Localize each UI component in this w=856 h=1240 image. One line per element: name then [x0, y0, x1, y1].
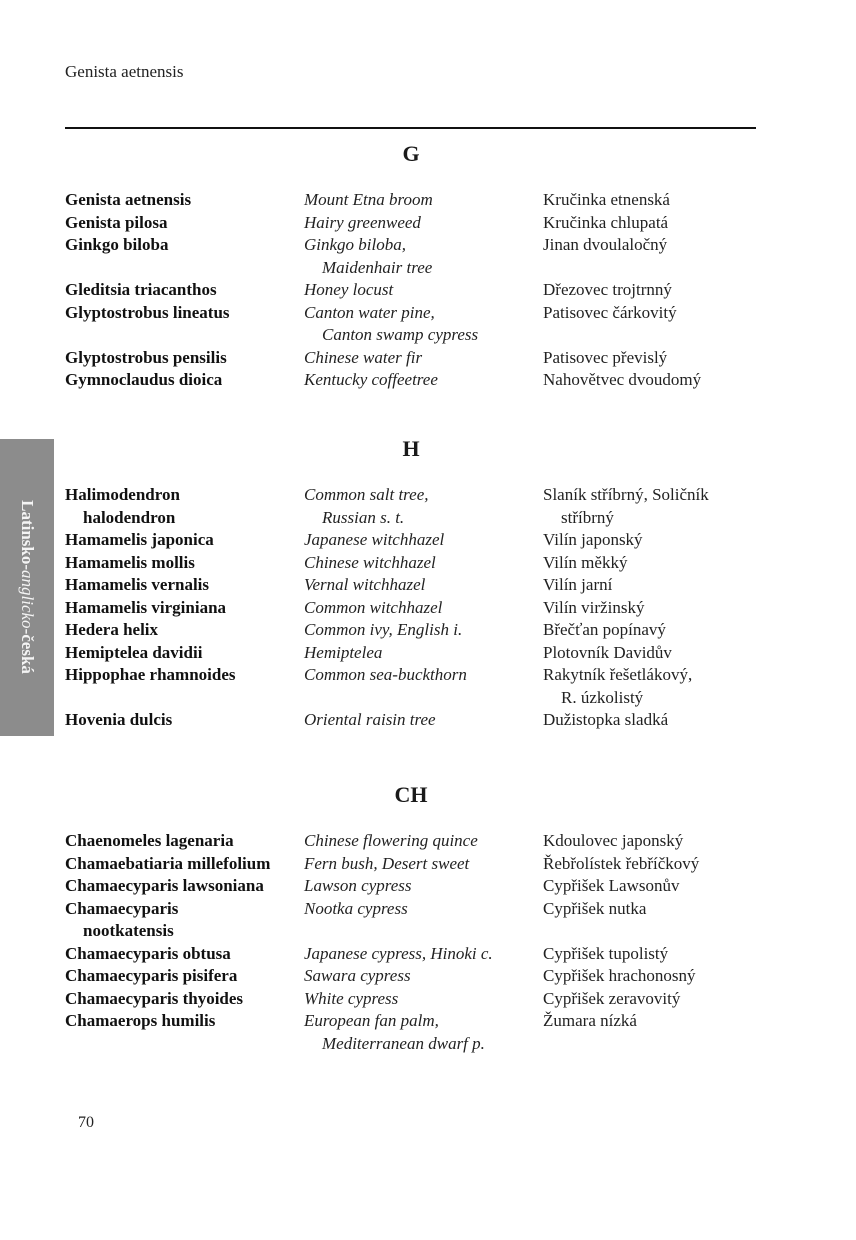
czech-name-cell: [543, 709, 765, 732]
czech-name-cell: [543, 853, 765, 876]
latin-name: Hovenia dulcis: [65, 710, 173, 729]
english-name: Common salt tree,: [304, 485, 429, 504]
latin-name: halodendron: [83, 507, 176, 527]
entry-row: [65, 552, 765, 575]
latin-name: Hippophae rhamnoides: [65, 665, 236, 684]
entry-row: [65, 529, 765, 552]
entry-row: [65, 875, 765, 898]
latin-name-cell: [65, 212, 304, 235]
english-name-cell: [304, 664, 543, 709]
czech-name: Žumara nízká: [543, 1011, 637, 1030]
english-name: Canton swamp cypress: [322, 325, 479, 344]
latin-name-cell: [65, 875, 304, 898]
latin-name-cell: [65, 619, 304, 642]
english-name-cell: [304, 529, 543, 552]
czech-name-cell: [543, 369, 765, 392]
english-name: Mount Etna broom: [304, 190, 433, 209]
english-name-cell: [304, 597, 543, 620]
english-name: Common sea-buckthorn: [304, 665, 467, 684]
czech-name: Kdoulovec japonský: [543, 831, 684, 850]
czech-name: Vilín viržinský: [543, 597, 645, 617]
english-name: Sawara cypress: [304, 966, 411, 985]
czech-name: Dřezovec trojtrnný: [543, 280, 672, 299]
latin-name: Hamamelis virginiana: [65, 597, 227, 617]
english-name: European fan palm,: [304, 1011, 439, 1030]
czech-name: Dužistopka sladká: [543, 710, 669, 729]
latin-name: Hemiptelea davidii: [65, 642, 203, 662]
czech-name: R. úzkolistý: [561, 687, 644, 707]
latin-name-cell: [65, 369, 304, 392]
side-tab-part3: -česká: [18, 628, 37, 674]
entry-row: [65, 597, 765, 620]
latin-name: Halimodendron: [65, 485, 180, 504]
czech-name: stříbrný: [561, 507, 614, 527]
english-name: Nootka cypress: [304, 898, 408, 918]
latin-name-cell: [65, 189, 304, 212]
czech-name: Cypřišek tupolistý: [543, 943, 669, 963]
latin-name: Hedera helix: [65, 620, 159, 639]
czech-name: Vilín měkký: [543, 552, 628, 572]
latin-name: Chamaecyparis: [65, 898, 179, 918]
czech-name-cell: [543, 529, 765, 552]
czech-name-cell: [543, 279, 765, 302]
latin-name: Genista aetnensis: [65, 190, 192, 209]
english-name: Honey locust: [304, 280, 394, 299]
latin-name-cell: [65, 552, 304, 575]
english-name: Fern bush, Desert sweet: [304, 853, 470, 873]
english-name-cell: [304, 988, 543, 1011]
czech-name: Patisovec čárkovitý: [543, 302, 677, 322]
section-letter-g: G: [402, 141, 420, 166]
latin-name-cell: [65, 302, 304, 347]
latin-name: Chamaecyparis thyoides: [65, 988, 244, 1008]
header-rule: [65, 127, 756, 129]
czech-name: Nahovětvec dvoudomý: [543, 370, 702, 389]
english-name-cell: [304, 234, 543, 279]
czech-name: Řebřolístek řebříčkový: [543, 853, 700, 873]
english-name-cell: [304, 574, 543, 597]
side-tab-part2: anglicko: [18, 570, 37, 629]
latin-name: Chamaecyparis pisifera: [65, 966, 238, 985]
czech-name: Jinan dvoulaločný: [543, 235, 668, 254]
entries-h: [65, 484, 765, 732]
czech-name-cell: [543, 943, 765, 966]
latin-name: Glyptostrobus lineatus: [65, 302, 230, 322]
czech-name-cell: [543, 898, 765, 943]
latin-name: Hamamelis japonica: [65, 530, 214, 549]
latin-name: nootkatensis: [83, 921, 174, 940]
entry-row: [65, 965, 765, 988]
czech-name-cell: [543, 988, 765, 1011]
entry-row: [65, 302, 765, 347]
english-name-cell: [304, 212, 543, 235]
czech-name-cell: [543, 302, 765, 347]
czech-name-cell: [543, 189, 765, 212]
entry-row: [65, 853, 765, 876]
english-name-cell: [304, 898, 543, 943]
czech-name-cell: [543, 484, 765, 529]
english-name: Japanese cypress, Hinoki c.: [304, 943, 493, 963]
english-name: Kentucky coffeetree: [304, 370, 438, 389]
czech-name: Kručinka chlupatá: [543, 212, 669, 232]
czech-name-cell: [543, 574, 765, 597]
latin-name-cell: [65, 988, 304, 1011]
entry-row: [65, 830, 765, 853]
english-name: Chinese witchhazel: [304, 552, 436, 572]
english-name-cell: [304, 943, 543, 966]
entry-row: [65, 619, 765, 642]
czech-name-cell: [543, 347, 765, 370]
english-name: Maidenhair tree: [322, 257, 433, 277]
latin-name: Gymnoclaudus dioica: [65, 370, 223, 389]
latin-name: Chamaecyparis obtusa: [65, 943, 231, 963]
side-tab: [0, 439, 54, 736]
english-name-cell: [304, 484, 543, 529]
czech-name-cell: [543, 830, 765, 853]
english-name: Common ivy, English i.: [304, 620, 463, 639]
latin-name-cell: [65, 965, 304, 988]
czech-name: Plotovník Davidův: [543, 642, 672, 662]
english-name-cell: [304, 965, 543, 988]
latin-name: Hamamelis mollis: [65, 552, 195, 572]
entry-row: [65, 709, 765, 732]
english-name: Oriental raisin tree: [304, 710, 436, 729]
czech-name: Cypřišek zeravovitý: [543, 988, 681, 1008]
english-name-cell: [304, 709, 543, 732]
side-tab-part1: Latinsko-: [18, 500, 37, 571]
czech-name-cell: [543, 619, 765, 642]
czech-name-cell: [543, 642, 765, 665]
page-number: 70: [78, 1114, 94, 1131]
entry-row: [65, 279, 765, 302]
latin-name-cell: [65, 234, 304, 279]
czech-name: Vilín jarní: [543, 575, 613, 594]
czech-name-cell: [543, 664, 765, 709]
czech-name-cell: [543, 875, 765, 898]
entry-row: [65, 988, 765, 1011]
entry-row: [65, 642, 765, 665]
czech-name-cell: [543, 552, 765, 575]
latin-name-cell: [65, 529, 304, 552]
english-name: Russian s. t.: [322, 507, 405, 527]
english-name-cell: [304, 552, 543, 575]
latin-name: Gleditsia triacanthos: [65, 280, 217, 299]
latin-name: Chaenomeles lagenaria: [65, 831, 234, 850]
section-letter-h: H: [402, 436, 420, 461]
entry-row: [65, 369, 765, 392]
czech-name: Slaník stříbrný, Soličník: [543, 485, 709, 504]
english-name: Japanese witchhazel: [304, 530, 445, 549]
latin-name-cell: [65, 484, 304, 529]
latin-name: Chamaebatiaria millefolium: [65, 853, 271, 873]
entries-ch: [65, 830, 765, 1055]
latin-name-cell: [65, 1010, 304, 1055]
latin-name-cell: [65, 898, 304, 943]
entry-row: [65, 664, 765, 709]
entry-row: [65, 943, 765, 966]
english-name-cell: [304, 302, 543, 347]
english-name: Vernal witchhazel: [304, 575, 426, 594]
czech-name-cell: [543, 234, 765, 279]
english-name-cell: [304, 642, 543, 665]
czech-name: Patisovec převislý: [543, 347, 668, 367]
latin-name-cell: [65, 853, 304, 876]
latin-name: Chamaecyparis lawsoniana: [65, 876, 264, 895]
latin-name: Genista pilosa: [65, 212, 168, 232]
czech-name: Cypřišek nutka: [543, 898, 647, 918]
latin-name: Ginkgo biloba: [65, 235, 169, 254]
english-name: Chinese water fir: [304, 347, 423, 367]
latin-name: Hamamelis vernalis: [65, 575, 210, 594]
entry-row: [65, 234, 765, 279]
english-name-cell: [304, 189, 543, 212]
czech-name: Cypřišek Lawsonův: [543, 876, 680, 895]
english-name: Mediterranean dwarf p.: [322, 1033, 485, 1053]
english-name: Lawson cypress: [304, 876, 412, 895]
czech-name-cell: [543, 965, 765, 988]
entry-row: [65, 212, 765, 235]
entry-row: [65, 189, 765, 212]
czech-name: Vilín japonský: [543, 530, 643, 549]
czech-name-cell: [543, 597, 765, 620]
english-name: Common witchhazel: [304, 597, 443, 617]
entry-row: [65, 484, 765, 529]
english-name-cell: [304, 369, 543, 392]
english-name-cell: [304, 853, 543, 876]
section-letter-ch: CH: [394, 782, 428, 807]
entry-row: [65, 898, 765, 943]
czech-name: Rakytník řešetlákový,: [543, 665, 693, 684]
english-name-cell: [304, 279, 543, 302]
english-name: Hairy greenweed: [304, 212, 421, 232]
latin-name-cell: [65, 943, 304, 966]
latin-name-cell: [65, 709, 304, 732]
english-name: Chinese flowering quince: [304, 831, 478, 850]
running-head: Genista aetnensis: [65, 62, 184, 81]
latin-name-cell: [65, 574, 304, 597]
latin-name-cell: [65, 597, 304, 620]
latin-name-cell: [65, 664, 304, 709]
czech-name: Břečťan popínavý: [543, 620, 666, 639]
english-name-cell: [304, 347, 543, 370]
entry-row: [65, 1010, 765, 1055]
czech-name-cell: [543, 1010, 765, 1055]
side-tab-label: [17, 500, 37, 674]
entry-row: [65, 574, 765, 597]
english-name: Ginkgo biloba,: [304, 235, 406, 254]
english-name: Hemiptelea: [304, 642, 383, 662]
english-name-cell: [304, 619, 543, 642]
latin-name-cell: [65, 642, 304, 665]
latin-name: Chamaerops humilis: [65, 1011, 216, 1030]
english-name-cell: [304, 830, 543, 853]
english-name: White cypress: [304, 988, 399, 1008]
english-name-cell: [304, 1010, 543, 1055]
entry-row: [65, 347, 765, 370]
latin-name-cell: [65, 830, 304, 853]
czech-name-cell: [543, 212, 765, 235]
latin-name-cell: [65, 279, 304, 302]
entries-g: [65, 189, 765, 392]
czech-name: Cypřišek hrachonosný: [543, 966, 696, 985]
czech-name: Kručinka etnenská: [543, 190, 670, 209]
english-name: Canton water pine,: [304, 302, 435, 322]
latin-name: Glyptostrobus pensilis: [65, 347, 227, 367]
latin-name-cell: [65, 347, 304, 370]
english-name-cell: [304, 875, 543, 898]
